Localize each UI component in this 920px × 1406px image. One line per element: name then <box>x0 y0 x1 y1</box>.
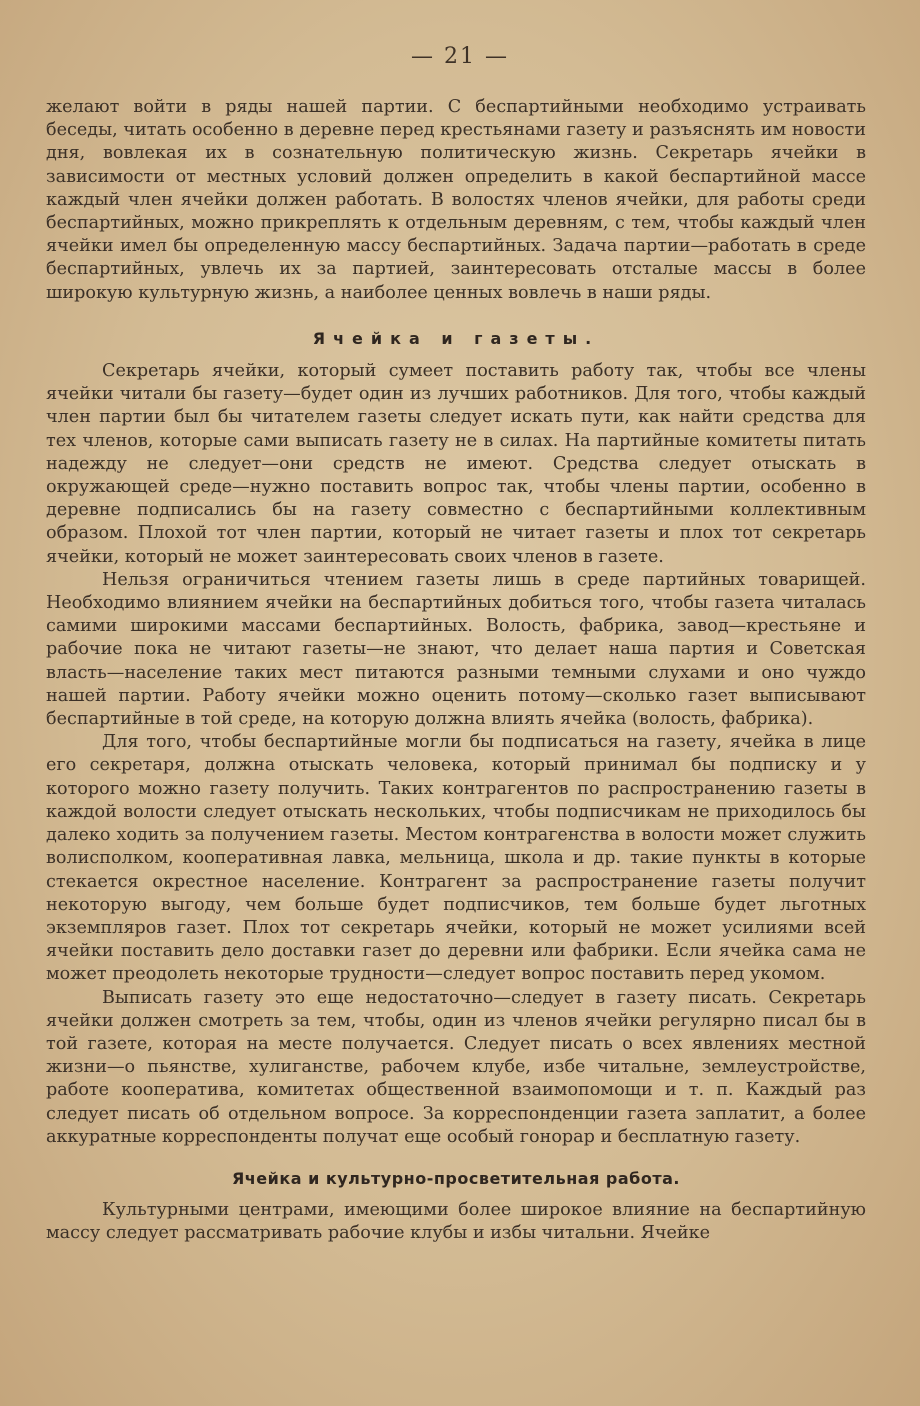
paragraph-writing-to-newspaper: Выписать газету это еще недостаточно—следует в газету писать. Секретарь ячейки должен смотреть за тем, чтобы, один из членов ячейки регулярно писал бы в той газете, которая на месте получается. Следует писать о всех явлениях местной жизни—о пьянстве, хулиганстве, рабочем клубе, избе читальне, землеустройстве, работе кооператива, комитетах общественной взаимопомощи и т. п. Каждый раз следует писать об отдельном вопросе. За корреспонденции газета заплатит, а более аккуратные корреспонденты получат еще особый гонорар и бесплатную газету. <box>46 987 866 1147</box>
paragraph-continuation: желают войти в ряды нашей партии. С беспартийными необходимо устраивать беседы, читать особенно в деревне перед крестьянами газету и разъяснять им новости дня, вовлекая их в сознательную политическую жизнь. Секретарь ячейки в зависимости от местных условий должен определить в какой беспартийной массе каждый член ячейки должен работать. В волостях членов ячейки, для работы среди беспартийных, можно прикреплять к отдельным деревням, с тем, чтобы каждый член ячейки имел бы определенную массу беспартийных. Задача партии—работать в среде беспартийных, увлечь их за партией, заинтересовать отсталые массы в более широкую культурную жизнь, а наиболее ценных вовлечь в наши ряды. <box>46 97 866 303</box>
section-heading-cells-and-newspapers: Ячейка и газеты. <box>312 328 600 348</box>
section-heading-cells-and-culture: Ячейка и культурно-просветительная работа. <box>231 1168 680 1188</box>
paragraph-secretary-newspaper: Секретарь ячейки, который сумеет поставить работу так, чтобы все члены ячейки читали бы газету—будет один из лучших работников. Для того, чтобы каждый член партии был бы читателем газеты следует искать пути, как найти средства для тех членов, которые сами выписать газету не в силах. На партийные комитеты питать надежду не следует—они средств не имеют. Средства следует отыскать в окружающей среде—нужно поставить вопрос так, чтобы члены партии, особенно в деревне подписались бы на газету совместно с беспартийными коллективным образом. Плохой тот член партии, который не читает газеты и плох тот секретарь ячейки, который не может заинтересовать своих членов в газете. <box>46 361 866 567</box>
paragraph-subscription-agents: Для того, чтобы беспартийные могли бы подписаться на газету, ячейка в лице его секретаря, должна отыскать человека, который принимал бы подписку и у которого можно газету получить. Таких контрагентов по распространению газеты в каждой волости следует отыскать нескольких, чтобы подписчикам не приходилось бы далеко ходить за получением газеты. Местом контрагенства в волости может служить волисполком, кооперативная лавка, мельница, школа и др. такие пункты в которые стекается окрестное население. Контрагент за распространение газеты получит некоторую выгоду, чем больше будет подписчиков, тем больше будет льготных экземпляров газет. Плох тот секретарь ячейки, который не может усилиями всей ячейки поставить дело доставки газет до деревни или фабрики. Если ячейка сама не может преодолеть некоторые трудности—следует вопрос поставить перед укомом. <box>46 732 866 985</box>
paragraph-cultural-centers: Культурными центрами, имеющими более широкое влияние на беспартийную массу следует рассматривать рабочие клубы и избы читальни. Ячейке <box>46 1200 866 1244</box>
page-body <box>46 96 866 1246</box>
page-number: — 21 — <box>411 44 509 69</box>
paragraph-reading-beyond-party: Нельзя ограничиться чтением газеты лишь в среде партийных товарищей. Необходимо влиянием ячейки на беспартийных добиться того, чтобы газета читалась самими широкими массами беспартийных. Волость, фабрика, завод—крестьяне и рабочие пока не читают газеты—не знают, что делает наша партия и Советская власть—население таких мест питаются разными темными слухами и оно чуждо нашей партии. Работу ячейки можно оценить потому—сколько газет выписывают беспартийные в той среде, на которую должна влиять ячейка (волость, фабрика). <box>46 569 866 730</box>
